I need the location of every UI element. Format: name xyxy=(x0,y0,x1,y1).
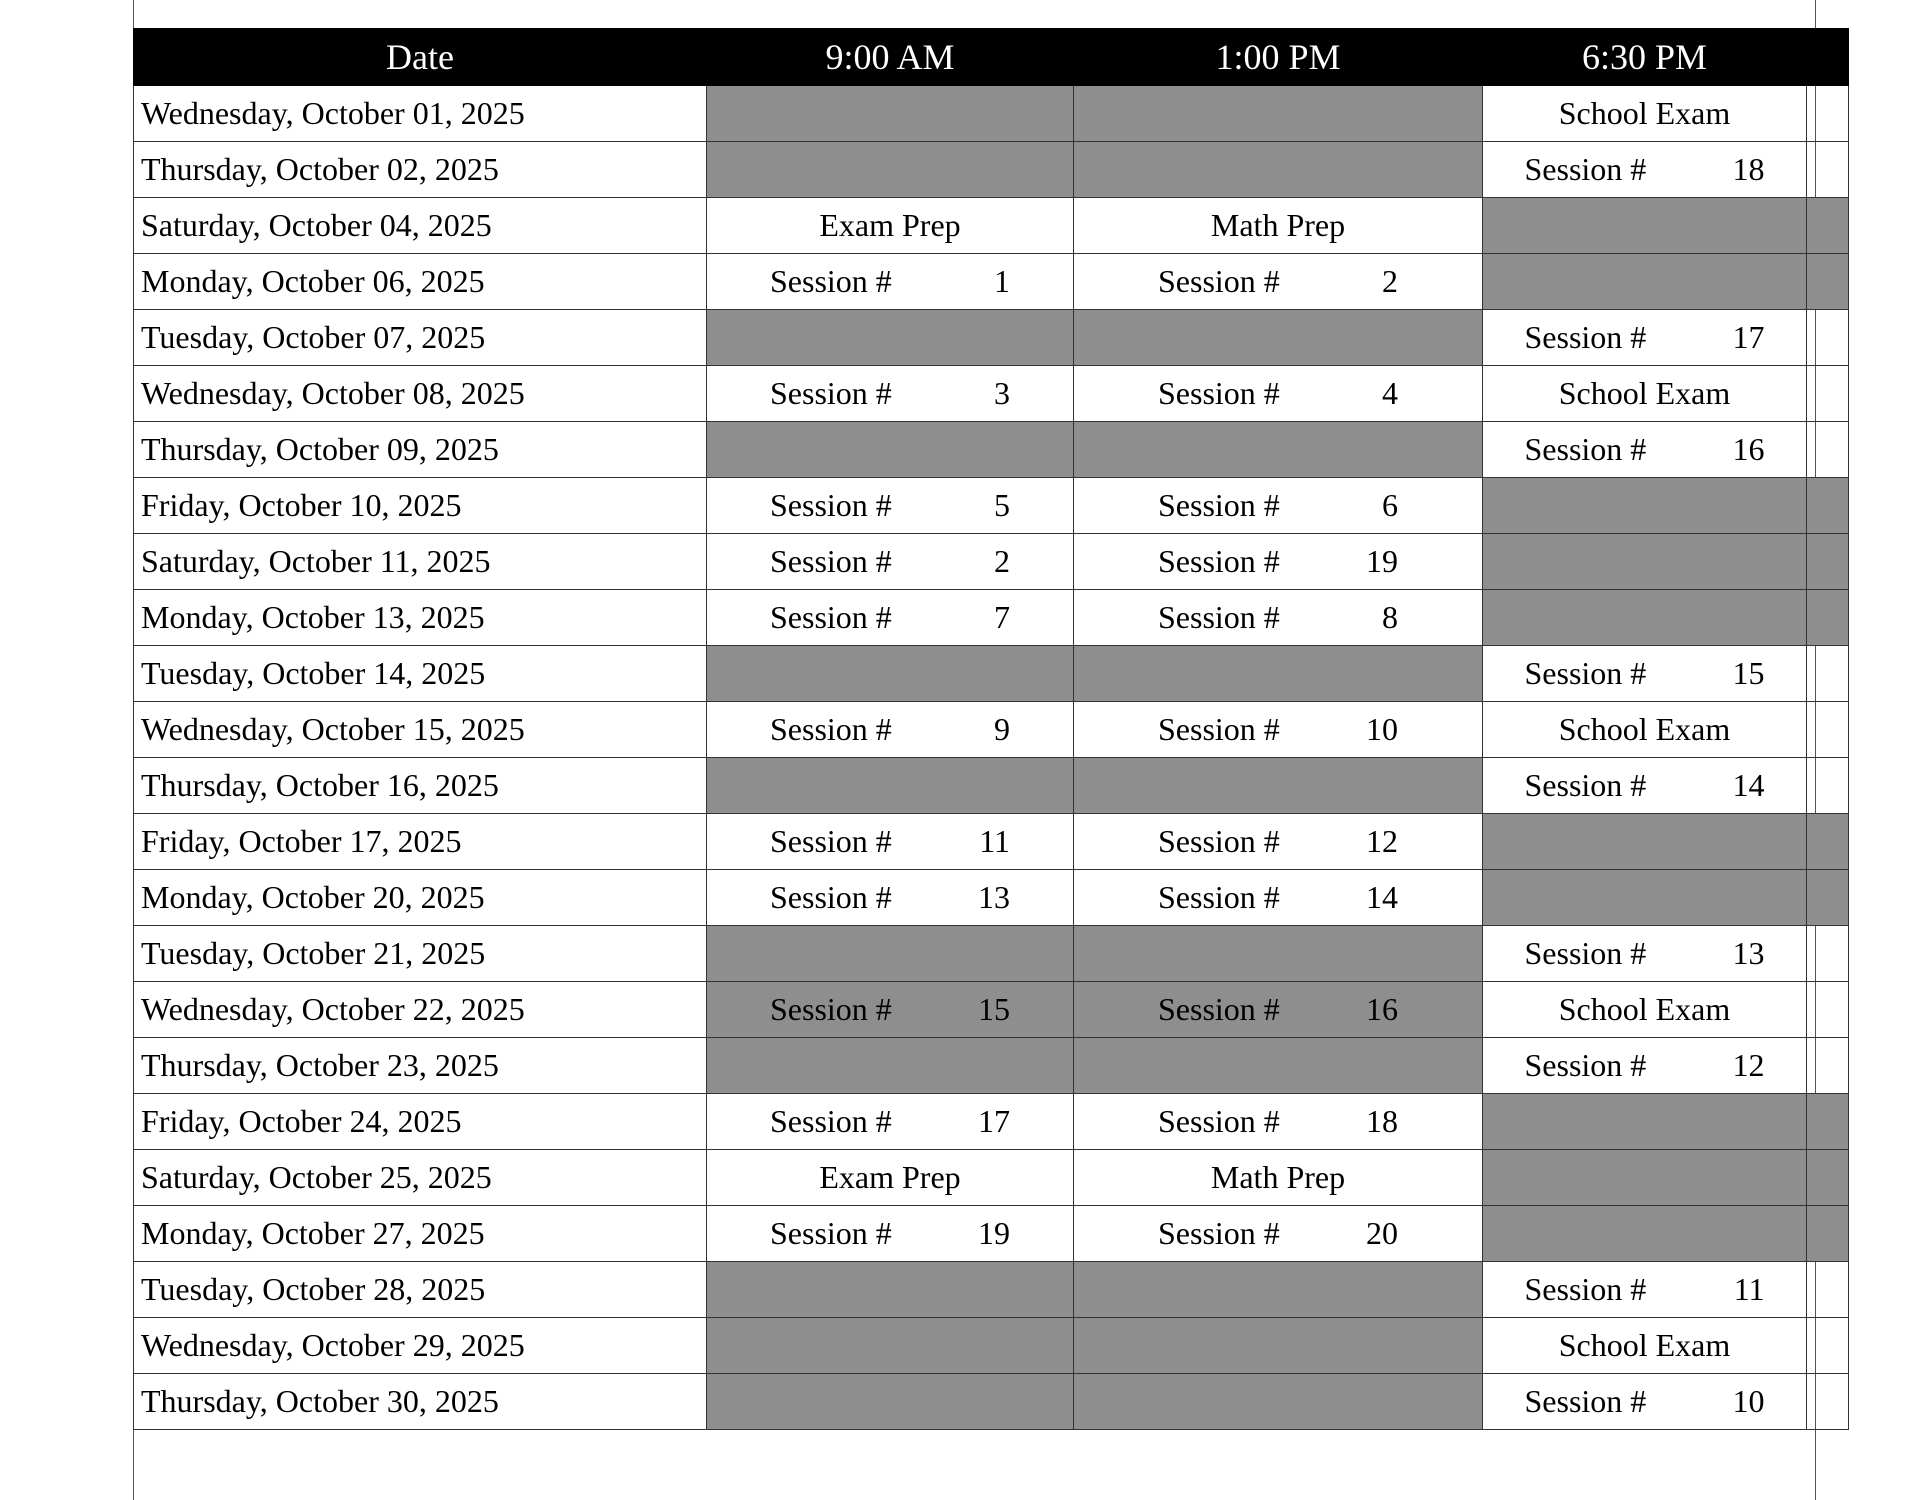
session-entry xyxy=(1525,935,1765,972)
table-row xyxy=(134,1374,1849,1430)
session-number: 15 xyxy=(978,991,1010,1027)
session-label: Session # xyxy=(770,1215,892,1251)
date-cell: Tuesday, October 07, 2025 xyxy=(134,310,707,366)
pm-empty-cell xyxy=(1074,310,1483,366)
session-entry xyxy=(1158,263,1398,300)
table-row xyxy=(134,310,1849,366)
am-cell xyxy=(707,366,1074,422)
pm-empty-cell xyxy=(1074,142,1483,198)
extra-cell xyxy=(1807,590,1849,646)
am-empty-cell xyxy=(707,310,1074,366)
session-label: Session # xyxy=(1158,823,1280,859)
extra-cell xyxy=(1807,758,1849,814)
am-empty-cell xyxy=(707,926,1074,982)
session-number: 14 xyxy=(1732,767,1765,803)
eve-empty-cell xyxy=(1483,814,1807,870)
session-number: 10 xyxy=(1732,1383,1765,1419)
table-row xyxy=(134,646,1849,702)
date-cell: Wednesday, October 29, 2025 xyxy=(134,1318,707,1374)
session-entry xyxy=(1525,151,1765,188)
extra-cell xyxy=(1807,422,1849,478)
table-row xyxy=(134,1038,1849,1094)
session-number: 12 xyxy=(1732,1047,1765,1083)
extra-cell xyxy=(1807,142,1849,198)
date-cell: Monday, October 06, 2025 xyxy=(134,254,707,310)
date-cell: Saturday, October 25, 2025 xyxy=(134,1150,707,1206)
eve-cell: School Exam xyxy=(1483,702,1807,758)
session-entry xyxy=(770,1103,1010,1140)
extra-cell xyxy=(1807,1094,1849,1150)
extra-cell xyxy=(1807,1318,1849,1374)
eve-cell xyxy=(1483,1038,1807,1094)
pm-cell xyxy=(1074,870,1483,926)
session-entry xyxy=(1525,655,1765,692)
session-entry xyxy=(1525,767,1765,804)
am-empty-cell xyxy=(707,646,1074,702)
pm-cell xyxy=(1074,1094,1483,1150)
session-label: Session # xyxy=(770,991,892,1027)
session-number: 6 xyxy=(1382,487,1398,523)
eve-empty-cell xyxy=(1483,478,1807,534)
session-label: Session # xyxy=(770,263,892,299)
session-number: 2 xyxy=(994,543,1010,579)
extra-cell xyxy=(1807,1374,1849,1430)
session-label: Session # xyxy=(1158,487,1280,523)
pm-cell xyxy=(1074,982,1483,1038)
extra-cell xyxy=(1807,310,1849,366)
extra-cell xyxy=(1807,814,1849,870)
table-row xyxy=(134,926,1849,982)
table-row xyxy=(134,870,1849,926)
date-cell: Tuesday, October 14, 2025 xyxy=(134,646,707,702)
session-entry xyxy=(1158,1215,1398,1252)
am-cell xyxy=(707,814,1074,870)
session-number: 11 xyxy=(1733,1271,1765,1307)
session-entry xyxy=(1158,375,1398,412)
header-date: Date xyxy=(134,29,707,86)
extra-cell xyxy=(1807,1150,1849,1206)
table-row xyxy=(134,1318,1849,1374)
session-entry xyxy=(770,375,1010,412)
extra-cell xyxy=(1807,702,1849,758)
extra-cell xyxy=(1807,926,1849,982)
session-number: 18 xyxy=(1732,151,1765,187)
session-number: 16 xyxy=(1732,431,1765,467)
pm-empty-cell xyxy=(1074,1374,1483,1430)
session-label: Session # xyxy=(1524,1383,1647,1419)
date-cell: Thursday, October 30, 2025 xyxy=(134,1374,707,1430)
pm-empty-cell xyxy=(1074,1262,1483,1318)
date-cell: Saturday, October 04, 2025 xyxy=(134,198,707,254)
session-number: 4 xyxy=(1382,375,1398,411)
session-number: 2 xyxy=(1382,263,1398,299)
am-empty-cell xyxy=(707,1262,1074,1318)
am-cell xyxy=(707,254,1074,310)
eve-cell: School Exam xyxy=(1483,982,1807,1038)
eve-cell xyxy=(1483,646,1807,702)
am-cell xyxy=(707,534,1074,590)
am-cell xyxy=(707,478,1074,534)
am-cell xyxy=(707,982,1074,1038)
session-label: Session # xyxy=(1524,1271,1647,1307)
pm-cell xyxy=(1074,478,1483,534)
table-row xyxy=(134,534,1849,590)
session-number: 9 xyxy=(994,711,1010,747)
session-number: 13 xyxy=(978,879,1010,915)
pm-cell xyxy=(1074,1206,1483,1262)
session-entry xyxy=(1158,1103,1398,1140)
session-label: Session # xyxy=(1524,151,1647,187)
header-extra xyxy=(1807,29,1849,86)
session-entry xyxy=(1158,487,1398,524)
eve-cell xyxy=(1483,310,1807,366)
extra-cell xyxy=(1807,1262,1849,1318)
eve-empty-cell xyxy=(1483,1206,1807,1262)
pm-cell: Math Prep xyxy=(1074,1150,1483,1206)
session-number: 11 xyxy=(979,823,1010,859)
session-label: Session # xyxy=(1524,1047,1647,1083)
eve-cell xyxy=(1483,926,1807,982)
session-entry xyxy=(770,1215,1010,1252)
table-row xyxy=(134,422,1849,478)
pm-empty-cell xyxy=(1074,86,1483,142)
eve-cell xyxy=(1483,758,1807,814)
pm-cell xyxy=(1074,590,1483,646)
eve-empty-cell xyxy=(1483,1094,1807,1150)
am-empty-cell xyxy=(707,1318,1074,1374)
extra-cell xyxy=(1807,366,1849,422)
date-cell: Thursday, October 23, 2025 xyxy=(134,1038,707,1094)
pm-cell xyxy=(1074,534,1483,590)
am-cell xyxy=(707,702,1074,758)
table-row xyxy=(134,814,1849,870)
date-cell: Friday, October 10, 2025 xyxy=(134,478,707,534)
session-number: 7 xyxy=(994,599,1010,635)
session-label: Session # xyxy=(1524,767,1647,803)
session-label: Session # xyxy=(1158,1103,1280,1139)
session-label: Session # xyxy=(1158,263,1280,299)
date-cell: Friday, October 24, 2025 xyxy=(134,1094,707,1150)
eve-empty-cell xyxy=(1483,1150,1807,1206)
table-row xyxy=(134,702,1849,758)
date-cell: Thursday, October 02, 2025 xyxy=(134,142,707,198)
table-row xyxy=(134,1206,1849,1262)
date-cell: Wednesday, October 22, 2025 xyxy=(134,982,707,1038)
pm-empty-cell xyxy=(1074,646,1483,702)
session-number: 18 xyxy=(1366,1103,1398,1139)
session-number: 15 xyxy=(1732,655,1765,691)
session-number: 14 xyxy=(1366,879,1398,915)
eve-cell xyxy=(1483,142,1807,198)
session-number: 19 xyxy=(1366,543,1398,579)
extra-cell xyxy=(1807,478,1849,534)
session-label: Session # xyxy=(770,823,892,859)
session-entry xyxy=(770,879,1010,916)
pm-empty-cell xyxy=(1074,758,1483,814)
session-entry xyxy=(1158,711,1398,748)
am-cell: Exam Prep xyxy=(707,198,1074,254)
extra-cell xyxy=(1807,534,1849,590)
date-cell: Tuesday, October 28, 2025 xyxy=(134,1262,707,1318)
session-label: Session # xyxy=(1524,935,1647,971)
date-cell: Monday, October 27, 2025 xyxy=(134,1206,707,1262)
session-label: Session # xyxy=(770,711,892,747)
session-entry xyxy=(1525,319,1765,356)
table-row xyxy=(134,142,1849,198)
session-label: Session # xyxy=(1158,375,1280,411)
date-cell: Thursday, October 09, 2025 xyxy=(134,422,707,478)
table-row xyxy=(134,366,1849,422)
table-row xyxy=(134,86,1849,142)
am-empty-cell xyxy=(707,422,1074,478)
session-number: 17 xyxy=(1732,319,1765,355)
extra-cell xyxy=(1807,646,1849,702)
session-label: Session # xyxy=(770,1103,892,1139)
table-row xyxy=(134,758,1849,814)
am-empty-cell xyxy=(707,142,1074,198)
session-entry xyxy=(770,543,1010,580)
date-cell: Saturday, October 11, 2025 xyxy=(134,534,707,590)
extra-cell xyxy=(1807,86,1849,142)
extra-cell xyxy=(1807,1206,1849,1262)
session-entry xyxy=(770,263,1010,300)
extra-cell xyxy=(1807,254,1849,310)
session-label: Session # xyxy=(770,599,892,635)
session-number: 17 xyxy=(978,1103,1010,1139)
date-cell: Monday, October 20, 2025 xyxy=(134,870,707,926)
session-label: Session # xyxy=(770,375,892,411)
header-630pm: 6:30 PM xyxy=(1483,29,1807,86)
table-row xyxy=(134,590,1849,646)
eve-empty-cell xyxy=(1483,254,1807,310)
session-entry xyxy=(1158,879,1398,916)
table-row xyxy=(134,1262,1849,1318)
am-cell xyxy=(707,590,1074,646)
session-entry xyxy=(770,599,1010,636)
pm-cell: Math Prep xyxy=(1074,198,1483,254)
eve-empty-cell xyxy=(1483,534,1807,590)
extra-cell xyxy=(1807,870,1849,926)
table-row xyxy=(134,982,1849,1038)
eve-empty-cell xyxy=(1483,590,1807,646)
session-number: 16 xyxy=(1366,991,1398,1027)
eve-empty-cell xyxy=(1483,198,1807,254)
date-cell: Thursday, October 16, 2025 xyxy=(134,758,707,814)
session-number: 10 xyxy=(1366,711,1398,747)
session-entry xyxy=(1525,1047,1765,1084)
session-entry xyxy=(770,823,1010,860)
session-entry xyxy=(770,711,1010,748)
date-cell: Friday, October 17, 2025 xyxy=(134,814,707,870)
eve-cell: School Exam xyxy=(1483,1318,1807,1374)
session-number: 3 xyxy=(994,375,1010,411)
am-empty-cell xyxy=(707,86,1074,142)
table-row xyxy=(134,198,1849,254)
am-cell xyxy=(707,1094,1074,1150)
am-cell xyxy=(707,1206,1074,1262)
extra-cell xyxy=(1807,198,1849,254)
session-number: 20 xyxy=(1366,1215,1398,1251)
table-row xyxy=(134,1150,1849,1206)
session-entry xyxy=(770,487,1010,524)
pm-empty-cell xyxy=(1074,422,1483,478)
session-number: 5 xyxy=(994,487,1010,523)
schedule-body xyxy=(134,86,1849,1430)
session-number: 12 xyxy=(1366,823,1398,859)
session-number: 1 xyxy=(994,263,1010,299)
session-entry xyxy=(1525,431,1765,468)
am-empty-cell xyxy=(707,1038,1074,1094)
eve-cell: School Exam xyxy=(1483,86,1807,142)
am-cell: Exam Prep xyxy=(707,1150,1074,1206)
extra-cell xyxy=(1807,1038,1849,1094)
session-label: Session # xyxy=(770,879,892,915)
pm-empty-cell xyxy=(1074,1318,1483,1374)
header-row xyxy=(134,29,1849,86)
table-row xyxy=(134,1094,1849,1150)
eve-cell: School Exam xyxy=(1483,366,1807,422)
session-number: 8 xyxy=(1382,599,1398,635)
session-number: 13 xyxy=(1732,935,1765,971)
session-entry xyxy=(1158,543,1398,580)
pm-cell xyxy=(1074,702,1483,758)
session-label: Session # xyxy=(1524,431,1647,467)
session-label: Session # xyxy=(1158,543,1280,579)
extra-cell xyxy=(1807,982,1849,1038)
session-entry xyxy=(1158,991,1398,1028)
eve-cell xyxy=(1483,422,1807,478)
header-9am: 9:00 AM xyxy=(707,29,1074,86)
am-empty-cell xyxy=(707,758,1074,814)
eve-empty-cell xyxy=(1483,870,1807,926)
schedule-table xyxy=(133,28,1849,1430)
session-entry xyxy=(1525,1383,1765,1420)
session-label: Session # xyxy=(1158,879,1280,915)
table-row xyxy=(134,478,1849,534)
date-cell: Wednesday, October 15, 2025 xyxy=(134,702,707,758)
eve-cell xyxy=(1483,1262,1807,1318)
pm-cell xyxy=(1074,814,1483,870)
session-label: Session # xyxy=(770,543,892,579)
session-label: Session # xyxy=(1158,711,1280,747)
table-row xyxy=(134,254,1849,310)
session-entry xyxy=(1158,599,1398,636)
session-label: Session # xyxy=(1158,991,1280,1027)
session-number: 19 xyxy=(978,1215,1010,1251)
session-label: Session # xyxy=(1524,319,1647,355)
session-label: Session # xyxy=(1158,599,1280,635)
date-cell: Tuesday, October 21, 2025 xyxy=(134,926,707,982)
date-cell: Wednesday, October 01, 2025 xyxy=(134,86,707,142)
session-label: Session # xyxy=(1524,655,1647,691)
session-entry xyxy=(1525,1271,1765,1308)
date-cell: Wednesday, October 08, 2025 xyxy=(134,366,707,422)
pm-empty-cell xyxy=(1074,1038,1483,1094)
pm-cell xyxy=(1074,254,1483,310)
am-cell xyxy=(707,870,1074,926)
session-entry xyxy=(1158,823,1398,860)
pm-empty-cell xyxy=(1074,926,1483,982)
header-1pm: 1:00 PM xyxy=(1074,29,1483,86)
date-cell: Monday, October 13, 2025 xyxy=(134,590,707,646)
session-label: Session # xyxy=(770,487,892,523)
eve-cell xyxy=(1483,1374,1807,1430)
pm-cell xyxy=(1074,366,1483,422)
session-entry xyxy=(770,991,1010,1028)
session-label: Session # xyxy=(1158,1215,1280,1251)
am-empty-cell xyxy=(707,1374,1074,1430)
